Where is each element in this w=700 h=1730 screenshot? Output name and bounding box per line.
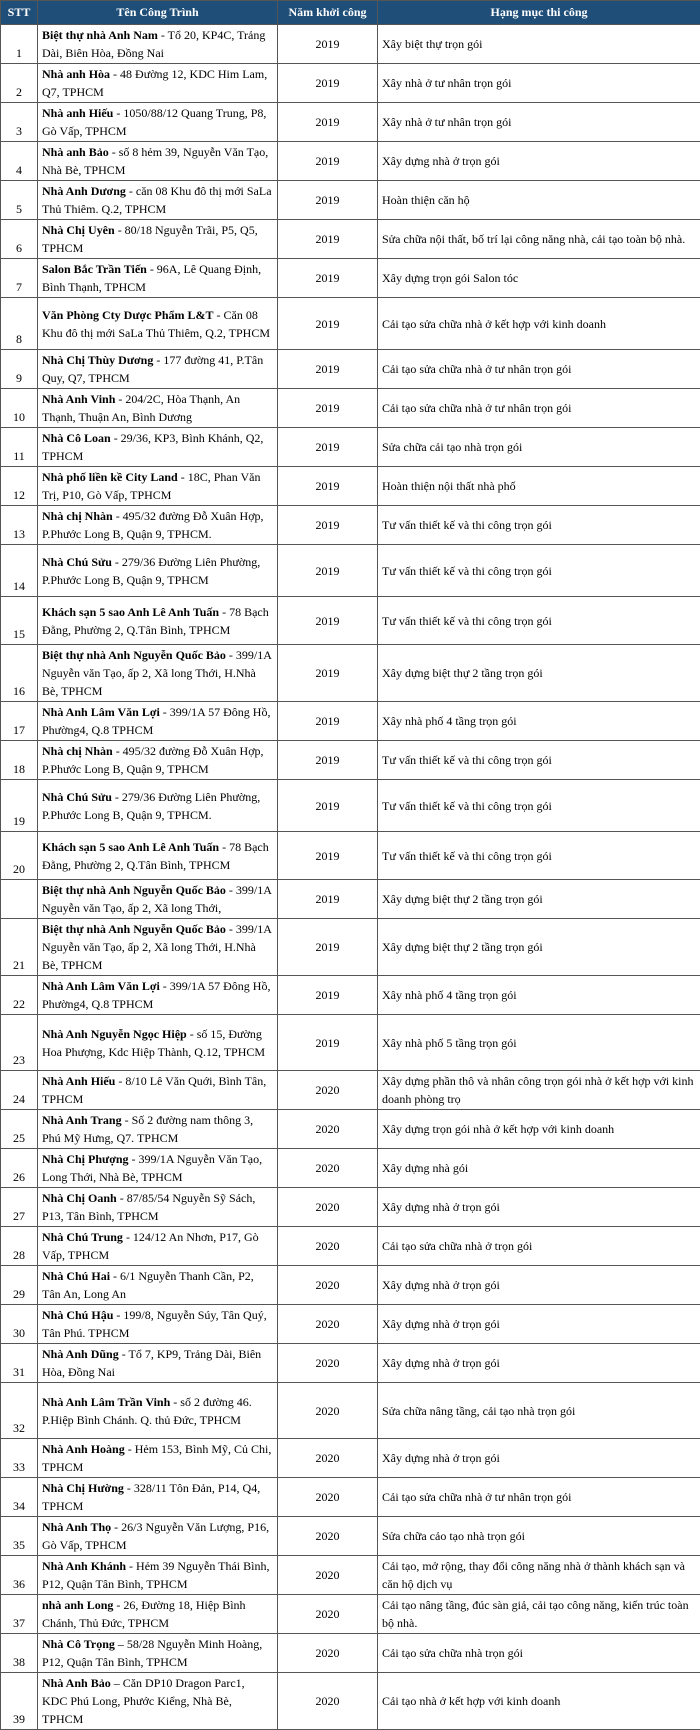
table-row: [1, 298, 700, 350]
row-category: Xây dựng phần thô và nhân công trọn gói nhà ở kết hợp với kinh doanh phòng trọ: [378, 1071, 700, 1110]
row-stt: 30: [1, 1305, 38, 1344]
row-year: 2020: [278, 1556, 378, 1595]
row-category: Cải tạo sửa chữa nhà trọn gói: [378, 1634, 700, 1673]
table-row: [1, 1305, 700, 1344]
row-year: 2019: [278, 597, 378, 645]
table-row: [1, 1673, 700, 1730]
row-project-title: Nhà Chị Uyên: [42, 223, 115, 237]
row-project-title: Nhà Anh Thọ: [42, 1520, 111, 1534]
row-stt: 10: [1, 389, 38, 428]
row-project-address: - Hẻm 39 Nguyễn Thái Bình, P12, Quận Tân Bình, TPHCM: [42, 1559, 269, 1591]
row-project-title: Nhà Chị Oanh: [42, 1191, 117, 1205]
row-project-address: - 177 đường 41, P.Tân Quy, Q7, TPHCM: [42, 353, 263, 385]
row-year: 2019: [278, 259, 378, 298]
row-project-address: - số 15, Đường Hoa Phượng, Kdc Hiệp Thành, Q.12, TPHCM: [42, 1027, 265, 1059]
table-row: [1, 1110, 700, 1149]
row-project-address: - 26/3 Nguyễn Văn Lượng, P16, Gò Vấp, TPHCM: [42, 1520, 269, 1552]
table-row: [1, 25, 700, 64]
table-row: [1, 1634, 700, 1673]
row-project-title: Nhà anh Hòa: [42, 67, 110, 81]
table-row: [1, 780, 700, 832]
row-project-address: - Tổ 20, KP4C, Trảng Dài, Biên Hòa, Đồng Nai: [42, 28, 265, 60]
row-project-name: [38, 350, 278, 389]
row-year: 2019: [278, 428, 378, 467]
row-year: 2019: [278, 389, 378, 428]
row-project-title: Nhà Chú Sửu: [42, 790, 112, 804]
row-project-address: – 58/28 Nguyễn Minh Hoàng, P12, Quận Tân Bình, TPHCM: [42, 1637, 262, 1669]
row-project-address: - số 8 hẻm 39, Nguyễn Văn Tạo, Nhà Bè, TPHCM: [42, 145, 268, 177]
row-year: 2019: [278, 467, 378, 506]
row-project-address: - 124/12 An Nhơn, P17, Gò Vấp, TPHCM: [42, 1230, 259, 1262]
row-stt: 6: [1, 220, 38, 259]
row-project-name: [38, 1634, 278, 1673]
row-project-address: - 1050/88/12 Quang Trung, P8, Gò Vấp, TPHCM: [42, 106, 266, 138]
row-category: Sửa chữa cảo tạo nhà trọn gói: [378, 1517, 700, 1556]
row-stt: 17: [1, 702, 38, 741]
row-project-title: Khách sạn 5 sao Anh Lê Anh Tuấn: [42, 840, 219, 854]
row-stt: 11: [1, 428, 38, 467]
row-project-title: Biệt thự nhà Anh Nam: [42, 28, 158, 42]
row-stt: 1: [1, 25, 38, 64]
row-year: 2019: [278, 103, 378, 142]
row-project-address: - 8/10 Lê Văn Quới, Bình Tân, TPHCM: [42, 1074, 266, 1106]
row-project-address: - căn 08 Khu đô thị mới SaLa Thủ Thiêm. Q.2, TPHCM: [42, 184, 272, 216]
row-stt: 16: [1, 645, 38, 702]
row-category: Tư vấn thiết kế và thi công trọn gói: [378, 741, 700, 780]
row-project-title: Nhà chị Nhàn: [42, 744, 113, 758]
row-year: 2020: [278, 1439, 378, 1478]
row-project-address: - 328/11 Tôn Đản, P14, Q4, TPHCM: [42, 1481, 260, 1513]
row-project-title: Nhà Anh Vinh: [42, 392, 115, 406]
row-category: Cải tạo sửa chữa nhà ở trọn gói: [378, 1227, 700, 1266]
row-project-address: - Số 2 đường nam thông 3, Phú Mỹ Hưng, Q7. TPHCM: [42, 1113, 253, 1145]
row-stt: 39: [1, 1673, 38, 1730]
table-body: [1, 25, 700, 1730]
row-project-name: [38, 1595, 278, 1634]
row-stt: 8: [1, 298, 38, 350]
row-category: Cải tạo nâng tầng, đúc sàn giả, cải tạo công năng, kiến trúc toàn bộ nhà.: [378, 1595, 700, 1634]
row-category: Xây dựng biệt thự 2 tầng trọn gói: [378, 919, 700, 976]
row-stt: 34: [1, 1478, 38, 1517]
row-category: Xây dựng nhà ở trọn gói: [378, 1188, 700, 1227]
row-project-title: Salon Bắc Trần Tiến: [42, 262, 147, 276]
header-stt: STT: [1, 1, 38, 25]
row-project-name: [38, 181, 278, 220]
row-category: Sửa chữa nâng tầng, cải tạo nhà trọn gói: [378, 1383, 700, 1439]
row-project-address: - Căn 08 Khu đô thị mới SaLa Thủ Thiêm, Q.2, TPHCM: [42, 308, 270, 340]
row-year: 2019: [278, 506, 378, 545]
row-project-title: Nhà Anh Khánh: [42, 1559, 126, 1573]
row-project-title: Nhà Chị Thùy Dương: [42, 353, 153, 367]
row-project-title: Nhà phố liền kề City Land: [42, 470, 178, 484]
row-year: 2020: [278, 1673, 378, 1730]
row-project-name: [38, 880, 278, 919]
row-stt: 14: [1, 545, 38, 597]
row-category: Xây dựng biệt thự 2 tầng trọn gói: [378, 880, 700, 919]
row-year: 2019: [278, 880, 378, 919]
row-project-name: [38, 467, 278, 506]
row-year: 2020: [278, 1634, 378, 1673]
table-row: [1, 428, 700, 467]
row-project-title: Nhà Anh Dương: [42, 184, 126, 198]
row-project-address: – Căn DP10 Dragon Parc1, KDC Phú Long, Phước Kiểng, Nhà Bè, TPHCM: [42, 1676, 245, 1726]
row-project-title: Nhà chị Nhàn: [42, 509, 113, 523]
table-row: [1, 1344, 700, 1383]
row-project-title: Nhà Chú Hai: [42, 1269, 110, 1283]
table-row: [1, 919, 700, 976]
row-stt: 28: [1, 1227, 38, 1266]
row-stt: 20: [1, 832, 38, 880]
row-stt: 23: [1, 1015, 38, 1071]
table-row: [1, 702, 700, 741]
row-stt: 3: [1, 103, 38, 142]
table-row: [1, 1188, 700, 1227]
row-stt: 4: [1, 142, 38, 181]
table-row: [1, 1227, 700, 1266]
table-header-row: [1, 1, 700, 25]
row-project-name: [38, 506, 278, 545]
row-category: Xây dựng nhà gói: [378, 1149, 700, 1188]
row-year: 2019: [278, 64, 378, 103]
row-category: Xây dựng biệt thự 2 tầng trọn gói: [378, 645, 700, 702]
row-project-name: [38, 259, 278, 298]
row-project-name: [38, 545, 278, 597]
row-year: 2019: [278, 181, 378, 220]
row-project-address: - 279/36 Đường Liên Phường, P.Phước Long B, Quận 9, TPHCM.: [42, 790, 260, 822]
row-stt: 25: [1, 1110, 38, 1149]
row-year: 2020: [278, 1383, 378, 1439]
row-project-address: - 199/8, Nguyễn Súy, Tân Quý, Tân Phú. TPHCM: [42, 1308, 267, 1340]
row-category: Xây dựng nhà ở trọn gói: [378, 1305, 700, 1344]
header-category: Hạng mục thi công: [378, 1, 700, 25]
row-category: Tư vấn thiết kế và thi công trọn gói: [378, 832, 700, 880]
row-project-title: Nhà Anh Dũng: [42, 1347, 119, 1361]
row-project-title: Nhà Chị Phượng: [42, 1152, 129, 1166]
row-project-address: - 29/36, KP3, Bình Khánh, Q2, TPHCM: [42, 431, 263, 463]
row-project-title: Nhà Cô Loan: [42, 431, 111, 445]
row-category: Xây dựng trọn gói Salon tóc: [378, 259, 700, 298]
row-year: 2019: [278, 545, 378, 597]
row-category: Xây dựng nhà ở trọn gói: [378, 1266, 700, 1305]
row-project-title: Nhà Chú Trung: [42, 1230, 123, 1244]
row-project-name: [38, 780, 278, 832]
row-project-title: Nhà anh Hiếu: [42, 106, 113, 120]
row-year: 2020: [278, 1149, 378, 1188]
row-year: 2020: [278, 1517, 378, 1556]
row-year: 2019: [278, 645, 378, 702]
row-project-name: [38, 142, 278, 181]
row-project-address: - 48 Đường 12, KDC Him Lam, Q7, TPHCM: [42, 67, 267, 99]
row-project-title: Nhà Anh Hoàng: [42, 1442, 125, 1456]
row-stt: 7: [1, 259, 38, 298]
row-category: Xây dựng trọn gói nhà ở kết hợp với kinh doanh: [378, 1110, 700, 1149]
row-year: 2019: [278, 780, 378, 832]
row-project-title: Nhà Anh Lâm Văn Lợi: [42, 979, 160, 993]
row-project-name: [38, 1344, 278, 1383]
row-category: Hoàn thiện nội thất nhà phố: [378, 467, 700, 506]
row-year: 2020: [278, 1266, 378, 1305]
row-stt: 21: [1, 919, 38, 976]
row-project-address: - 6/1 Nguyễn Thanh Cần, P2, Tân An, Long An: [42, 1269, 254, 1301]
row-category: Xây biệt thự trọn gói: [378, 25, 700, 64]
row-category: Xây nhà ở tư nhân trọn gói: [378, 103, 700, 142]
row-project-name: [38, 832, 278, 880]
row-year: 2019: [278, 220, 378, 259]
row-year: 2020: [278, 1344, 378, 1383]
row-project-name: [38, 1149, 278, 1188]
table-row: [1, 506, 700, 545]
row-project-title: Nhà Anh Nguyễn Ngọc Hiệp: [42, 1027, 187, 1041]
table-row: [1, 1015, 700, 1071]
row-year: 2019: [278, 298, 378, 350]
row-project-address: - 26, Đường 18, Hiệp Bình Chánh, Thủ Đức, TPHCM: [42, 1598, 246, 1630]
row-project-title: Khách sạn 5 sao Anh Lê Anh Tuấn: [42, 605, 219, 619]
table-row: [1, 976, 700, 1015]
row-year: 2019: [278, 702, 378, 741]
row-stt: 2: [1, 64, 38, 103]
row-category: Cải tạo sửa chữa nhà ở tư nhân trọn gói: [378, 389, 700, 428]
row-stt: 32: [1, 1383, 38, 1439]
row-project-name: [38, 597, 278, 645]
row-project-name: [38, 1439, 278, 1478]
row-project-address: - 78 Bạch Đằng, Phường 2, Q.Tân Bình, TPHCM: [42, 840, 269, 872]
row-project-title: Nhà Chú Hậu: [42, 1308, 113, 1322]
row-project-name: [38, 976, 278, 1015]
row-project-name: [38, 645, 278, 702]
row-stt: 33: [1, 1439, 38, 1478]
row-project-name: [38, 741, 278, 780]
row-year: 2020: [278, 1188, 378, 1227]
table-row: [1, 350, 700, 389]
row-stt: 26: [1, 1149, 38, 1188]
row-project-address: - 399/1A Nguyễn văn Tạo, ấp 2, Xã long Thới, H.Nhà Bè, TPHCM: [42, 648, 271, 698]
row-project-name: [38, 103, 278, 142]
row-project-title: Nhà Anh Hiếu: [42, 1074, 115, 1088]
row-year: 2020: [278, 1305, 378, 1344]
row-project-title: nhà anh Long: [42, 1598, 113, 1612]
table-row: [1, 1383, 700, 1439]
row-stt: 18: [1, 741, 38, 780]
row-year: 2019: [278, 350, 378, 389]
table-row: [1, 467, 700, 506]
row-project-address: - 96A, Lê Quang Định, Bình Thạnh, TPHCM: [42, 262, 261, 294]
row-project-name: [38, 389, 278, 428]
row-stt: 29: [1, 1266, 38, 1305]
row-year: 2019: [278, 976, 378, 1015]
row-project-title: Văn Phòng Cty Dược Phẩm L&T: [42, 308, 214, 322]
row-stt: 5: [1, 181, 38, 220]
row-category: Cải tạo sửa chữa nhà ở tư nhân trọn gói: [378, 1478, 700, 1517]
row-project-address: - 399/1A Nguyễn văn Tạo, ấp 2, Xã long Thới,: [42, 883, 271, 915]
row-project-name: [38, 1673, 278, 1730]
row-project-title: Biệt thự nhà Anh Nguyễn Quốc Bảo: [42, 883, 226, 897]
table-row: [1, 832, 700, 880]
row-project-name: [38, 25, 278, 64]
table-row: [1, 741, 700, 780]
row-category: Xây nhà ở tư nhân trọn gói: [378, 64, 700, 103]
row-category: Tư vấn thiết kế và thi công trọn gói: [378, 545, 700, 597]
row-stt: 22: [1, 976, 38, 1015]
row-project-address: - 399/1A 57 Đông Hồ, Phường4, Q.8 TPHCM: [42, 979, 270, 1011]
row-stt: 13: [1, 506, 38, 545]
table-row: [1, 259, 700, 298]
row-category: Xây nhà phố 5 tầng trọn gói: [378, 1015, 700, 1071]
row-project-address: - 78 Bạch Đằng, Phường 2, Q.Tân Bình, TPHCM: [42, 605, 269, 637]
row-project-address: - số 2 đường 46. P.Hiệp Bình Chánh. Q. thủ Đức, TPHCM: [42, 1395, 252, 1427]
row-stt: 35: [1, 1517, 38, 1556]
table-row: [1, 389, 700, 428]
row-project-title: Nhà Anh Lâm Trần Vinh: [42, 1395, 170, 1409]
header-year: Năm khởi công: [278, 1, 378, 25]
row-project-title: Nhà Anh Bảo: [42, 1676, 111, 1690]
row-project-name: [38, 428, 278, 467]
row-category: Cải tạo sửa chữa nhà ở kết hợp với kinh doanh: [378, 298, 700, 350]
row-project-address: - 87/85/54 Nguyễn Sỹ Sách, P13, Tân Bình, TPHCM: [42, 1191, 255, 1223]
row-stt: 9: [1, 350, 38, 389]
row-category: Xây nhà phố 4 tầng trọn gói: [378, 976, 700, 1015]
row-project-name: [38, 1071, 278, 1110]
row-category: Sửa chữa cải tạo nhà trọn gói: [378, 428, 700, 467]
row-stt: 38: [1, 1634, 38, 1673]
table-row: [1, 1517, 700, 1556]
row-project-title: Nhà Chú Sửu: [42, 555, 112, 569]
table-row: [1, 1595, 700, 1634]
row-category: Xây dựng nhà ở trọn gói: [378, 1439, 700, 1478]
table-row: [1, 1266, 700, 1305]
row-project-name: [38, 1556, 278, 1595]
table-row: [1, 1071, 700, 1110]
row-stt: 27: [1, 1188, 38, 1227]
row-year: 2020: [278, 1595, 378, 1634]
row-stt: 15: [1, 597, 38, 645]
row-year: 2020: [278, 1227, 378, 1266]
row-project-address: - 399/1A Nguyễn văn Tạo, ấp 2, Xã long Thới, H.Nhà Bè, TPHCM: [42, 922, 271, 972]
row-project-address: - 399/1A Nguyễn Văn Tạo, Long Thới, Nhà Bè, TPHCM: [42, 1152, 262, 1184]
row-project-name: [38, 298, 278, 350]
row-stt: 19: [1, 780, 38, 832]
row-project-title: Nhà Anh Lâm Văn Lợi: [42, 705, 160, 719]
row-project-address: - 204/2C, Hòa Thạnh, An Thạnh, Thuận An, Bình Dương: [42, 392, 240, 424]
row-project-address: - 18C, Phan Văn Trị, P10, Gò Vấp, TPHCM: [42, 470, 260, 502]
row-category: Cải tạo sửa chữa nhà ở tư nhân trọn gói: [378, 350, 700, 389]
row-stt: [1, 880, 38, 919]
table-row: [1, 545, 700, 597]
row-category: Tư vấn thiết kế và thi công trọn gói: [378, 597, 700, 645]
table-row: [1, 1439, 700, 1478]
row-category: Xây nhà phố 4 tầng trọn gói: [378, 702, 700, 741]
row-category: Cải tạo, mở rộng, thay đổi công năng nhà ở thành khách sạn và căn hộ dịch vụ: [378, 1556, 700, 1595]
row-category: Hoàn thiện căn hộ: [378, 181, 700, 220]
row-project-name: [38, 1517, 278, 1556]
row-year: 2019: [278, 741, 378, 780]
row-year: 2020: [278, 1478, 378, 1517]
table-row: [1, 880, 700, 919]
row-stt: 31: [1, 1344, 38, 1383]
row-year: 2019: [278, 832, 378, 880]
row-project-name: [38, 1110, 278, 1149]
row-project-name: [38, 220, 278, 259]
row-year: 2019: [278, 25, 378, 64]
row-project-address: - 80/18 Nguyễn Trãi, P5, Q5, TPHCM: [42, 223, 258, 255]
row-category: Cải tạo nhà ở kết hợp với kinh doanh: [378, 1673, 700, 1730]
row-project-name: [38, 1227, 278, 1266]
row-project-name: [38, 1266, 278, 1305]
row-year: 2019: [278, 142, 378, 181]
row-year: 2019: [278, 919, 378, 976]
table-row: [1, 645, 700, 702]
row-year: 2019: [278, 1015, 378, 1071]
row-project-address: - 495/32 đường Đỗ Xuân Hợp, P.Phước Long B, Quận 9, TPHCM.: [42, 509, 264, 541]
row-category: Tư vấn thiết kế và thi công trọn gói: [378, 506, 700, 545]
row-project-title: Biệt thự nhà Anh Nguyễn Quốc Bảo: [42, 648, 226, 662]
row-stt: 36: [1, 1556, 38, 1595]
row-project-address: - Hẻm 153, Bình Mỹ, Củ Chi, TPHCM: [42, 1442, 271, 1474]
row-category: Sửa chữa nội thất, bố trí lại công năng nhà, cải tạo toàn bộ nhà.: [378, 220, 700, 259]
table-row: [1, 220, 700, 259]
row-project-name: [38, 1383, 278, 1439]
row-project-title: Nhà anh Bảo: [42, 145, 109, 159]
table-row: [1, 1149, 700, 1188]
row-project-name: [38, 64, 278, 103]
row-project-name: [38, 1478, 278, 1517]
table-row: [1, 1556, 700, 1595]
table-row: [1, 142, 700, 181]
table-row: [1, 103, 700, 142]
row-stt: 24: [1, 1071, 38, 1110]
row-project-address: - 399/1A 57 Đông Hồ, Phường4, Q.8 TPHCM: [42, 705, 270, 737]
table-row: [1, 64, 700, 103]
row-project-title: Nhà Cô Trọng: [42, 1637, 115, 1651]
table-row: [1, 597, 700, 645]
row-project-address: - Tổ 7, KP9, Trảng Dài, Biên Hòa, Đồng Nai: [42, 1347, 261, 1379]
row-project-name: [38, 919, 278, 976]
row-project-name: [38, 1305, 278, 1344]
row-project-name: [38, 1015, 278, 1071]
row-stt: 12: [1, 467, 38, 506]
row-year: 2020: [278, 1071, 378, 1110]
row-project-address: - 279/36 Đường Liên Phường, P.Phước Long B, Quận 9, TPHCM: [42, 555, 260, 587]
row-project-name: [38, 1188, 278, 1227]
table-row: [1, 181, 700, 220]
row-category: Xây dựng nhà ở trọn gói: [378, 142, 700, 181]
row-year: 2020: [278, 1110, 378, 1149]
row-project-title: Biệt thự nhà Anh Nguyễn Quốc Bảo: [42, 922, 226, 936]
row-project-name: [38, 702, 278, 741]
row-category: Xây dựng nhà ở trọn gói: [378, 1344, 700, 1383]
row-project-title: Nhà Chị Hường: [42, 1481, 124, 1495]
header-name: Tên Công Trình: [38, 1, 278, 25]
row-project-title: Nhà Anh Trang: [42, 1113, 122, 1127]
table-row: [1, 1478, 700, 1517]
row-project-address: - 495/32 đường Đỗ Xuân Hợp, P.Phước Long B, Quận 9, TPHCM: [42, 744, 264, 776]
row-category: Tư vấn thiết kế và thi công trọn gói: [378, 780, 700, 832]
row-stt: 37: [1, 1595, 38, 1634]
